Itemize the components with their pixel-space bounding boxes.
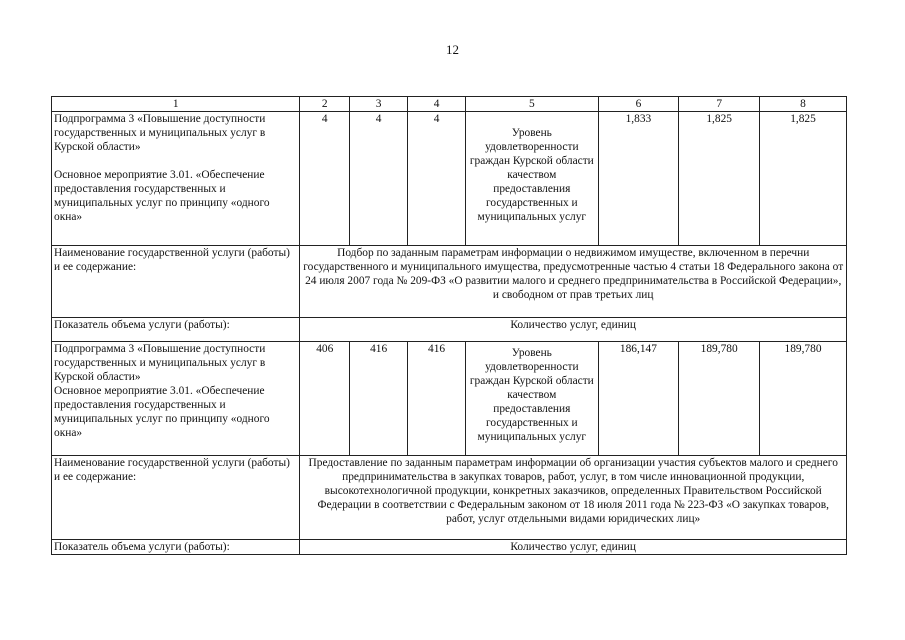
value-cell: 189,780	[760, 342, 847, 456]
value-cell: 1,825	[679, 112, 760, 246]
subprogram-cell	[52, 342, 300, 456]
service-name-label: Наименование государственной услуги (работы) и ее содержание:	[52, 246, 300, 318]
value-cell: 4	[300, 112, 350, 246]
column-header: 5	[466, 97, 599, 112]
measure-text: Основное мероприятие 3.01. «Обеспечение предоставления государственных и муниципальных услуг по принципу «одного окна»	[54, 385, 270, 439]
value-cell: 189,780	[679, 342, 760, 456]
page-number: 12	[446, 42, 459, 57]
subprogram-text: Подпрограмма 3 «Повышение доступности государственных и муниципальных услуг в Курской области»	[54, 343, 266, 383]
service-name-label: Наименование государственной услуги (работы) и ее содержание:	[52, 456, 300, 540]
indicator-cell	[466, 112, 599, 246]
table-header-row	[52, 97, 847, 112]
table-row	[52, 540, 847, 555]
value-cell: 416	[408, 342, 466, 456]
column-header: 7	[679, 97, 760, 112]
column-header: 6	[598, 97, 679, 112]
subprogram-text: Подпрограмма 3 «Повышение доступности государственных и муниципальных услуг в Курской области»	[54, 113, 266, 153]
service-content: Предоставление по заданным параметрам информации об организации участия субъектов малого и среднего предпринимательства в закупках товаров, работ, услуг, в том числе инновационной продукции, высокотехнологичной продукции, конкретных заказчиков, определенных Правительством Российской Федерации в соответствии с Федеральным законом от 18 июля 2011 года № 223-ФЗ «О закупках товаров, работ, услуг отдельными видами юридических лиц»	[300, 456, 847, 540]
column-header: 8	[760, 97, 847, 112]
value-cell: 406	[300, 342, 350, 456]
indicator-text: Уровень удовлетворенности граждан Курской области качеством предоставления государственных и муниципальных услуг	[469, 127, 594, 223]
volume-label: Показатель объема услуги (работы):	[52, 318, 300, 342]
value-cell: 186,147	[598, 342, 679, 456]
measure-text: Основное мероприятие 3.01. «Обеспечение предоставления государственных и муниципальных услуг по принципу «одного окна»	[54, 169, 270, 223]
column-header: 3	[350, 97, 408, 112]
table-row	[52, 342, 847, 456]
service-content: Подбор по заданным параметрам информации о недвижимом имуществе, включенном в перечни государственного и муниципального имущества, предусмотренные частью 4 статьи 18 Федерального закона от 24 июля 2007 года № 209-ФЗ «О развитии малого и среднего предпринимательства в Российской Федерации», и свободном от прав третьих лиц	[300, 246, 847, 318]
value-cell: 4	[408, 112, 466, 246]
table-row	[52, 456, 847, 540]
value-cell: 416	[350, 342, 408, 456]
program-table	[51, 96, 847, 555]
volume-value: Количество услуг, единиц	[300, 540, 847, 555]
column-header: 1	[52, 97, 300, 112]
indicator-cell	[466, 342, 599, 456]
value-cell: 4	[350, 112, 408, 246]
value-cell: 1,833	[598, 112, 679, 246]
indicator-text: Уровень удовлетворенности граждан Курской области качеством предоставления государственных и муниципальных услуг	[469, 347, 594, 443]
volume-label: Показатель объема услуги (работы):	[52, 540, 300, 555]
table-row	[52, 318, 847, 342]
column-header: 2	[300, 97, 350, 112]
table-row	[52, 246, 847, 318]
subprogram-cell	[52, 112, 300, 246]
volume-value: Количество услуг, единиц	[300, 318, 847, 342]
table-row	[52, 112, 847, 246]
value-cell: 1,825	[760, 112, 847, 246]
column-header: 4	[408, 97, 466, 112]
